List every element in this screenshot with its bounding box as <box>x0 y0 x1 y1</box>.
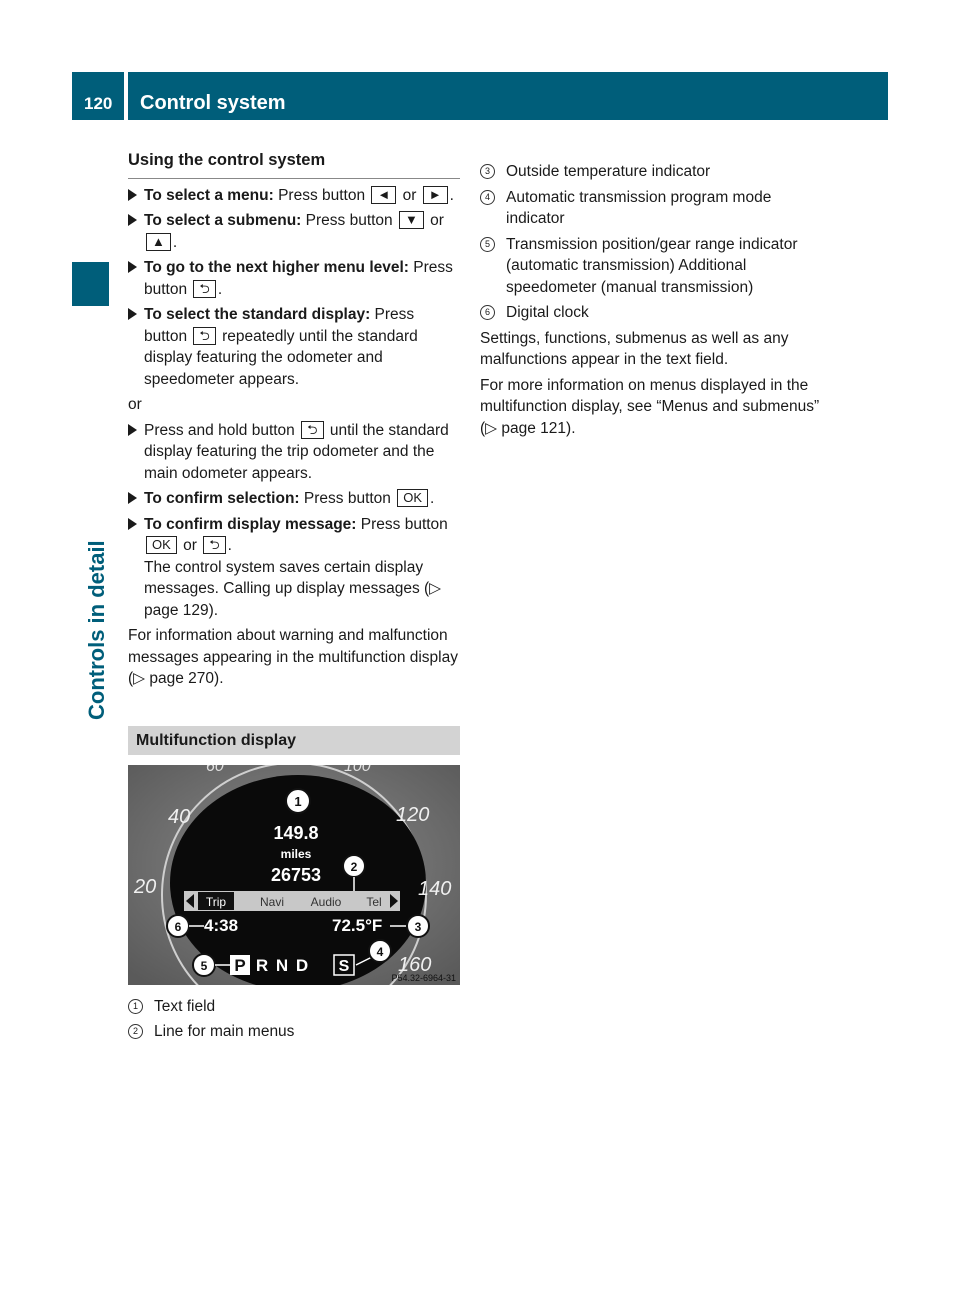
side-tab-marker <box>72 262 109 306</box>
step-select-menu <box>128 185 460 207</box>
odometer-value: 26753 <box>270 865 322 885</box>
legend-item <box>480 302 820 324</box>
ok-key: OK <box>146 536 177 554</box>
step-arrow-icon <box>128 492 137 504</box>
step-rest: until the standard display featuring the trip odometer and the main odometer appears. <box>144 421 449 482</box>
step-end: . <box>430 490 435 507</box>
speed-140: 140 <box>418 878 452 900</box>
speed-100: 100 <box>344 765 371 775</box>
legend-number: 1 <box>128 999 143 1014</box>
section-title: Using the control system <box>128 150 460 179</box>
page-title: Control system <box>140 92 286 114</box>
menu-item-trip: Trip <box>205 895 227 909</box>
step-arrow-icon <box>128 261 137 273</box>
step-text: Press button <box>301 212 397 229</box>
or-text: or <box>178 537 202 554</box>
right-column <box>480 157 820 443</box>
back-key: ⮌ <box>301 421 323 439</box>
step-standard-display <box>128 304 460 390</box>
step-bold: To confirm display message: <box>144 515 357 533</box>
step-extra: The control system saves certain display messages. Calling up display messages (▷ page 129). <box>144 558 442 619</box>
step-arrow-icon <box>128 189 137 201</box>
back-key: ⮌ <box>193 327 215 345</box>
gear-d: D <box>295 956 309 975</box>
warning-info-paragraph: For information about warning and malfunction messages appearing in the multifunction display (▷ page 270). <box>128 627 458 687</box>
or-text: or <box>425 212 444 229</box>
step-end: . <box>449 186 454 204</box>
step-bold: To select a menu: <box>144 186 274 204</box>
callout-3-label: 3 <box>414 920 422 934</box>
step-rest: repeatedly until the standard display featuring the odometer and speedometer appears. <box>144 327 418 388</box>
step-end: . <box>217 280 223 298</box>
side-section <box>78 520 118 720</box>
figure-reference: P54.32-6964-31 <box>391 973 456 983</box>
callout-1-label: 1 <box>294 794 302 809</box>
legend-number: 6 <box>480 305 495 320</box>
step-higher-level <box>128 257 460 300</box>
menu-item-tel: Tel <box>366 895 382 909</box>
left-key: ◄ <box>371 186 396 204</box>
legend-number: 3 <box>480 164 495 179</box>
step-bold: To select a submenu: <box>144 212 302 229</box>
legend-item <box>128 1021 460 1043</box>
step-end: . <box>172 233 178 251</box>
step-press-hold <box>128 420 460 485</box>
callout-2-label: 2 <box>350 860 358 874</box>
speed-60: 60 <box>206 765 224 775</box>
callout-4-label: 4 <box>376 945 384 959</box>
or-text: or <box>398 186 421 204</box>
text-field-paragraph: Settings, functions, submenus as well as any malfunctions appear in the text field. <box>480 329 789 368</box>
step-confirm-message <box>128 514 460 622</box>
speed-40: 40 <box>168 806 191 828</box>
legend-item <box>480 161 820 183</box>
or-text: or <box>128 396 142 413</box>
step-arrow-icon <box>128 308 137 320</box>
miles-label: miles <box>280 847 312 861</box>
step-bold: To go to the next higher menu level: <box>144 259 409 276</box>
program-mode: S <box>338 958 350 975</box>
back-key: ⮌ <box>193 280 215 298</box>
legend-text: Line for main menus <box>154 1023 295 1040</box>
legend-number: 5 <box>480 237 495 252</box>
legend-number: 2 <box>128 1024 143 1039</box>
step-arrow-icon <box>128 214 137 226</box>
legend-text: Transmission position/gear range indicator (automatic transmission) Additional speedometer (manual transmission) <box>506 235 798 296</box>
multifunction-display-figure <box>128 765 460 985</box>
gear-n: N <box>275 956 289 975</box>
step-text: Press button <box>356 515 448 533</box>
step-text: Press and hold button <box>144 421 300 439</box>
side-section-label: Controls in detail <box>84 540 109 720</box>
legend-text: Outside temperature indicator <box>506 163 711 180</box>
legend-text: Text field <box>154 997 216 1015</box>
callout-6-label: 6 <box>174 920 182 934</box>
legend-item <box>480 187 820 230</box>
left-column <box>128 150 460 1047</box>
menu-item-navi: Navi <box>259 895 285 909</box>
page-number-box <box>72 72 124 120</box>
step-arrow-icon <box>128 518 137 530</box>
up-key: ▲ <box>146 233 171 251</box>
gear-r: R <box>255 956 269 975</box>
right-key: ► <box>423 186 448 204</box>
menu-item-audio: Audio <box>310 895 342 909</box>
speed-20: 20 <box>134 876 157 898</box>
step-text: Press button <box>299 490 396 507</box>
step-arrow-icon <box>128 424 137 436</box>
gear-p: P <box>234 956 246 975</box>
legend-text: Automatic transmission program mode indicator <box>506 188 772 227</box>
ok-key: OK <box>397 489 428 507</box>
legend-item <box>128 996 460 1018</box>
speed-160: 160 <box>398 954 432 976</box>
mfd-section-heading: Multifunction display <box>128 726 460 756</box>
back-key: ⮌ <box>203 536 225 554</box>
legend-item <box>480 234 820 299</box>
menus-reference-paragraph: For more information on menus displayed in the multifunction display, see “Menus and submenus” (▷ page 121). <box>480 376 820 437</box>
legend-text: Digital clock <box>506 304 589 321</box>
step-confirm-selection <box>128 488 460 510</box>
step-bold: To select the standard display: <box>144 306 371 323</box>
header-bar <box>128 72 888 120</box>
step-select-submenu <box>128 210 460 253</box>
step-text: Press button <box>144 259 453 298</box>
down-key: ▼ <box>399 211 424 229</box>
step-bold: To confirm selection: <box>144 490 300 507</box>
speed-120: 120 <box>396 804 430 826</box>
page-number: 120 <box>84 94 113 113</box>
clock-value: 4:38 <box>204 916 239 935</box>
step-end: . <box>227 537 232 554</box>
step-text: Press button <box>144 306 415 345</box>
temperature-value: 72.5°F <box>332 916 383 935</box>
step-text: Press button <box>273 186 370 204</box>
callout-5-label: 5 <box>200 959 208 973</box>
trip-value: 149.8 <box>273 823 319 843</box>
legend-number: 4 <box>480 190 495 205</box>
